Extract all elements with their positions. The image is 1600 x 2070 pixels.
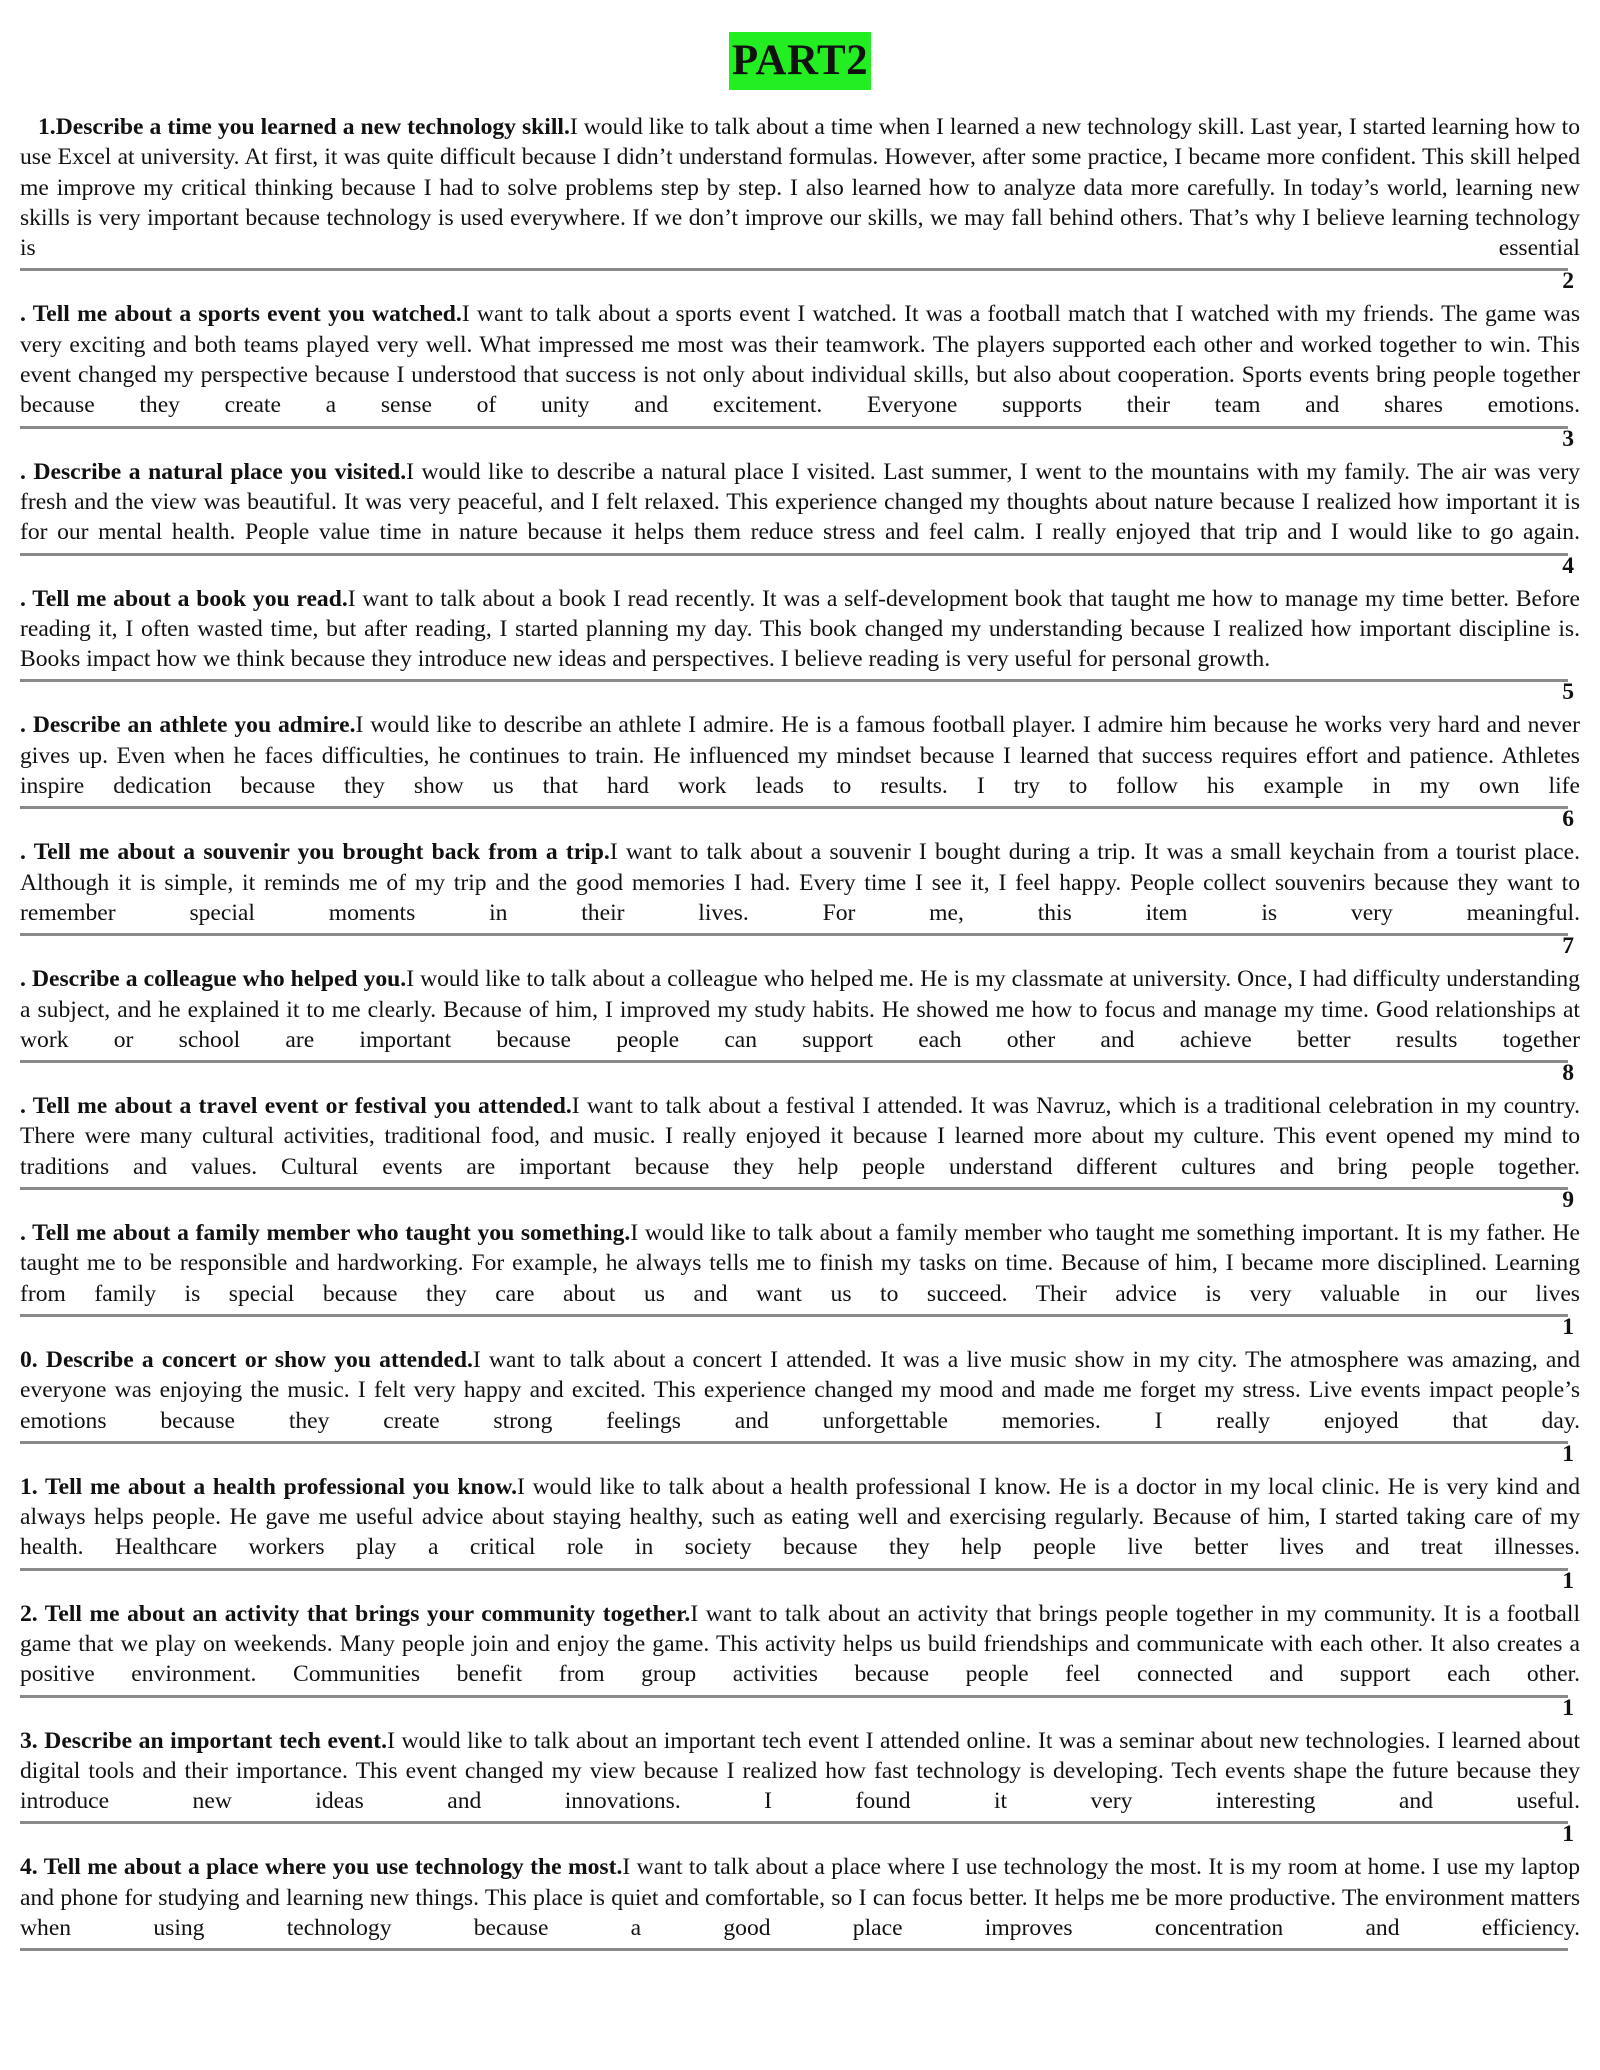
entry-prefix: 1. <box>20 1473 46 1500</box>
divider-rule <box>20 1948 1568 1951</box>
title-wrap <box>20 32 1580 90</box>
entry-number: 1 <box>1562 1694 1574 1721</box>
entry-question-text: Describe a concert or show you attended. <box>45 1346 473 1373</box>
entry <box>20 584 1580 704</box>
entry-prefix: . <box>20 458 34 485</box>
entry-number: 9 <box>1562 1187 1574 1214</box>
entry-paragraph <box>20 837 1580 928</box>
entry-answer: I would like to talk about a colleague who helped me. He is my classmate at university. Once, I had difficulty understanding a subject, and he explained it to me clearly. Because of him, I improved my study habits. He showed me how to focus and manage my time. Good relationships at work or school are important because people can support each other and achieve better results together <box>20 966 1580 1053</box>
entry-question-text: Tell me about a travel event or festival you attended. <box>32 1093 572 1120</box>
entry-prefix: . <box>20 839 34 866</box>
entry-question <box>20 1728 387 1754</box>
entry-question <box>38 114 570 140</box>
entries-list <box>20 112 1580 1951</box>
entry-prefix: . <box>20 1093 33 1120</box>
entry-question <box>20 1854 622 1880</box>
entry <box>20 1472 1580 1592</box>
entry-prefix: . <box>20 712 33 739</box>
entry-number: 7 <box>1562 933 1574 960</box>
entry-question-text: Tell me about a family member who taught you something. <box>32 1220 631 1247</box>
entry-number: 4 <box>1562 552 1574 579</box>
entry-paragraph <box>20 1852 1580 1943</box>
entry-question-text: Describe a colleague who helped you. <box>31 966 407 993</box>
entry <box>20 837 1580 960</box>
page-title: PART2 <box>729 32 871 90</box>
entry-question <box>20 1220 630 1246</box>
entry-question-text: Tell me about a health professional you know. <box>45 1473 517 1500</box>
entry-answer: I would like to talk about a family member who taught me something important. It is my father. He taught me to be responsible and hardworking. For example, he always tells me to finish my tasks on time. Because of him, I became more disciplined. Learning from family is special because they care about us and want us to succeed. Their advice is very valuable in our lives <box>20 1220 1581 1307</box>
entry-answer: I would like to talk about an important tech event I attended online. It was a seminar about new technologies. I learned about digital tools and their importance. This event changed my view because I realized how fast technology is developing. Tech events shape the future because they introduce new ideas and innovations. I found it very interesting and useful. <box>20 1727 1581 1815</box>
entry-paragraph <box>20 964 1580 1055</box>
entry <box>20 1599 1580 1719</box>
entry-prefix: . <box>20 966 32 993</box>
entry-answer: I want to talk about an activity that brings people together in my community. It is a football game that we play on weekends. Many people join and enjoy the game. This activity helps us build friendships and communicate with each other. It also creates a positive environment. Communities benefit from group activities because people feel connected and support each other. <box>20 1600 1580 1688</box>
entry-answer: I want to talk about a place where I use technology the most. It is my room at home. I use my laptop and phone for studying and learning new things. This place is quiet and comfortable, so I can focus better. It helps me be more productive. The environment matters when using technology because a good place improves concentration and efficiency. <box>20 1854 1580 1942</box>
entry <box>20 1852 1580 1951</box>
entry <box>20 1091 1581 1214</box>
entry <box>20 1726 1580 1846</box>
entry-question <box>20 1601 690 1627</box>
entry-number: 1 <box>1562 1567 1574 1594</box>
entry-prefix: . <box>20 1220 33 1247</box>
entry-number: 2 <box>1562 268 1574 295</box>
entry-question-text: Describe an important tech event. <box>44 1727 388 1754</box>
entry-paragraph <box>20 1472 1580 1563</box>
entry-prefix: 0. <box>20 1346 46 1373</box>
entry-question <box>20 301 462 327</box>
entry-answer: I want to talk about a festival I attended. It was Navruz, which is a traditional celebration in my country. There were many cultural activities, traditional food, and music. I really enjoyed it because I learned more about my culture. This event opened my mind to traditions and values. Cultural events are important because they help people understand different cultures and bring people together. <box>20 1093 1581 1180</box>
entry <box>20 710 1580 833</box>
entry-prefix: . <box>20 585 33 612</box>
entry-number: 5 <box>1562 679 1574 706</box>
entry-number: 8 <box>1562 1060 1574 1087</box>
entry <box>20 1345 1580 1465</box>
entry-answer: I would like to talk about a time when I learned a new technology skill. Last year, I started learning how to use Excel at university. At first, it was quite difficult because I didn’t understand formulas. However, after some practice, I became more confident. This skill helped me improve my critical thinking because I had to solve problems step by step. I also learned how to analyze data more carefully. In today’s world, learning new skills is very important because technology is used everywhere. If we don’t improve our skills, we may fall behind others. That’s why I believe learning technology is essential <box>20 114 1581 262</box>
entry-question-text: Tell me about an activity that brings your community together. <box>44 1600 691 1627</box>
entry-number: 1 <box>1562 1440 1574 1467</box>
entry-question <box>20 1474 517 1500</box>
entry-number: 3 <box>1562 425 1574 452</box>
entry-question-text: Describe an athlete you admire. <box>32 712 356 739</box>
entry-paragraph <box>20 1091 1580 1182</box>
entry-question <box>20 1347 473 1373</box>
entry-paragraph <box>20 584 1580 675</box>
entry-answer: I would like to talk about a health professional I know. He is a doctor in my local clinic. He is very kind and always helps people. He gave me useful advice about staying healthy, such as eating well and exercising regularly. Because of him, I started taking care of my health. Healthcare workers play a critical role in society because they help people live better lives and treat illnesses. <box>20 1473 1580 1561</box>
entry-paragraph <box>20 1345 1580 1436</box>
entry-paragraph <box>20 112 1580 263</box>
entry-answer: I want to talk about a souvenir I bought during a trip. It was a small keychain from a tourist place. Although it is simple, it reminds me of my trip and the good memories I had. Every time I see it, I feel happy. People collect souvenirs because they want to remember special moments in their lives. For me, this item is very meaningful. <box>20 839 1580 926</box>
entry-answer: I want to talk about a book I read recently. It was a self-development book that taught me how to manage my time better. Before reading it, I often wasted time, but after reading, I started planning my day. This book changed my understanding because I realized how important discipline is. Books impact how we think because they introduce new ideas and perspectives. I believe reading is very useful for personal growth. <box>20 585 1580 673</box>
entry-question <box>20 712 356 738</box>
entry-question-text: Tell me about a sports event you watched. <box>32 301 462 328</box>
entry-answer: I want to talk about a sports event I watched. It was a football match that I watched with my friends. The game was very exciting and both teams played very well. What impressed me most was their teamwork. The players supported each other and worked together to win. This event changed my perspective because I understood that success is not only about individual skills, but also about cooperation. Sports events bring people together because they create a sense of unity and excitement. Everyone supports their team and shares emotions. <box>20 301 1581 419</box>
entry <box>20 457 1580 577</box>
entry-question <box>20 1093 572 1119</box>
entry-paragraph <box>20 710 1580 801</box>
entry-prefix: 1. <box>38 114 56 140</box>
entry-number: 1 <box>1562 1313 1574 1340</box>
entry-answer: I want to talk about a concert I attended. It was a live music show in my city. The atmosphere was amazing, and everyone was enjoying the music. I felt very happy and excited. This experience changed my mood and made me forget my stress. Live events impact people’s emotions because they create strong feelings and unforgettable memories. I really enjoyed that day. <box>20 1346 1580 1434</box>
entry <box>20 299 1581 452</box>
entry-paragraph <box>20 1726 1580 1817</box>
entry-prefix: 3. <box>20 1727 45 1754</box>
entry-answer: I would like to describe an athlete I admire. He is a famous football player. I admire him because he works very hard and never gives up. Even when he faces difficulties, he continues to train. He influenced my mindset because I learned that success requires effort and patience. Athletes inspire dedication because they show us that hard work leads to results. I try to follow his example in my own life <box>20 712 1580 800</box>
entry-paragraph <box>20 1599 1580 1690</box>
entry-question-text: Describe a natural place you visited. <box>33 458 407 485</box>
entry-prefix: 2. <box>20 1600 45 1627</box>
entry-question-text: Describe a time you learned a new technology skill. <box>55 114 570 140</box>
entry-paragraph <box>20 457 1580 548</box>
entry-number: 1 <box>1562 1821 1574 1848</box>
entry-paragraph <box>20 299 1580 420</box>
entry-question <box>20 459 406 485</box>
entry-question <box>20 586 348 612</box>
entry-question-text: Tell me about a place where you use technology the most. <box>43 1854 623 1881</box>
entry-prefix: 4. <box>20 1854 44 1881</box>
entry-question-text: Tell me about a souvenir you brought back from a trip. <box>33 839 610 866</box>
entry-answer: I would like to describe a natural place I visited. Last summer, I went to the mountains with my family. The air was very fresh and the view was beautiful. It was very peaceful, and I felt relaxed. This experience changed my thoughts about nature because I realized how important it is for our mental health. People value time in nature because it helps them reduce stress and feel calm. I really enjoyed that trip and I would like to go again. <box>20 458 1580 546</box>
entry-question-text: Tell me about a book you read. <box>32 585 348 612</box>
entry-paragraph <box>20 1218 1580 1309</box>
entry-question <box>20 839 610 865</box>
entry-prefix: . <box>20 301 33 328</box>
entry <box>20 112 1581 295</box>
entry-number: 6 <box>1562 806 1574 833</box>
entry <box>20 1218 1580 1338</box>
entry-question <box>20 966 406 992</box>
entry <box>20 964 1580 1087</box>
